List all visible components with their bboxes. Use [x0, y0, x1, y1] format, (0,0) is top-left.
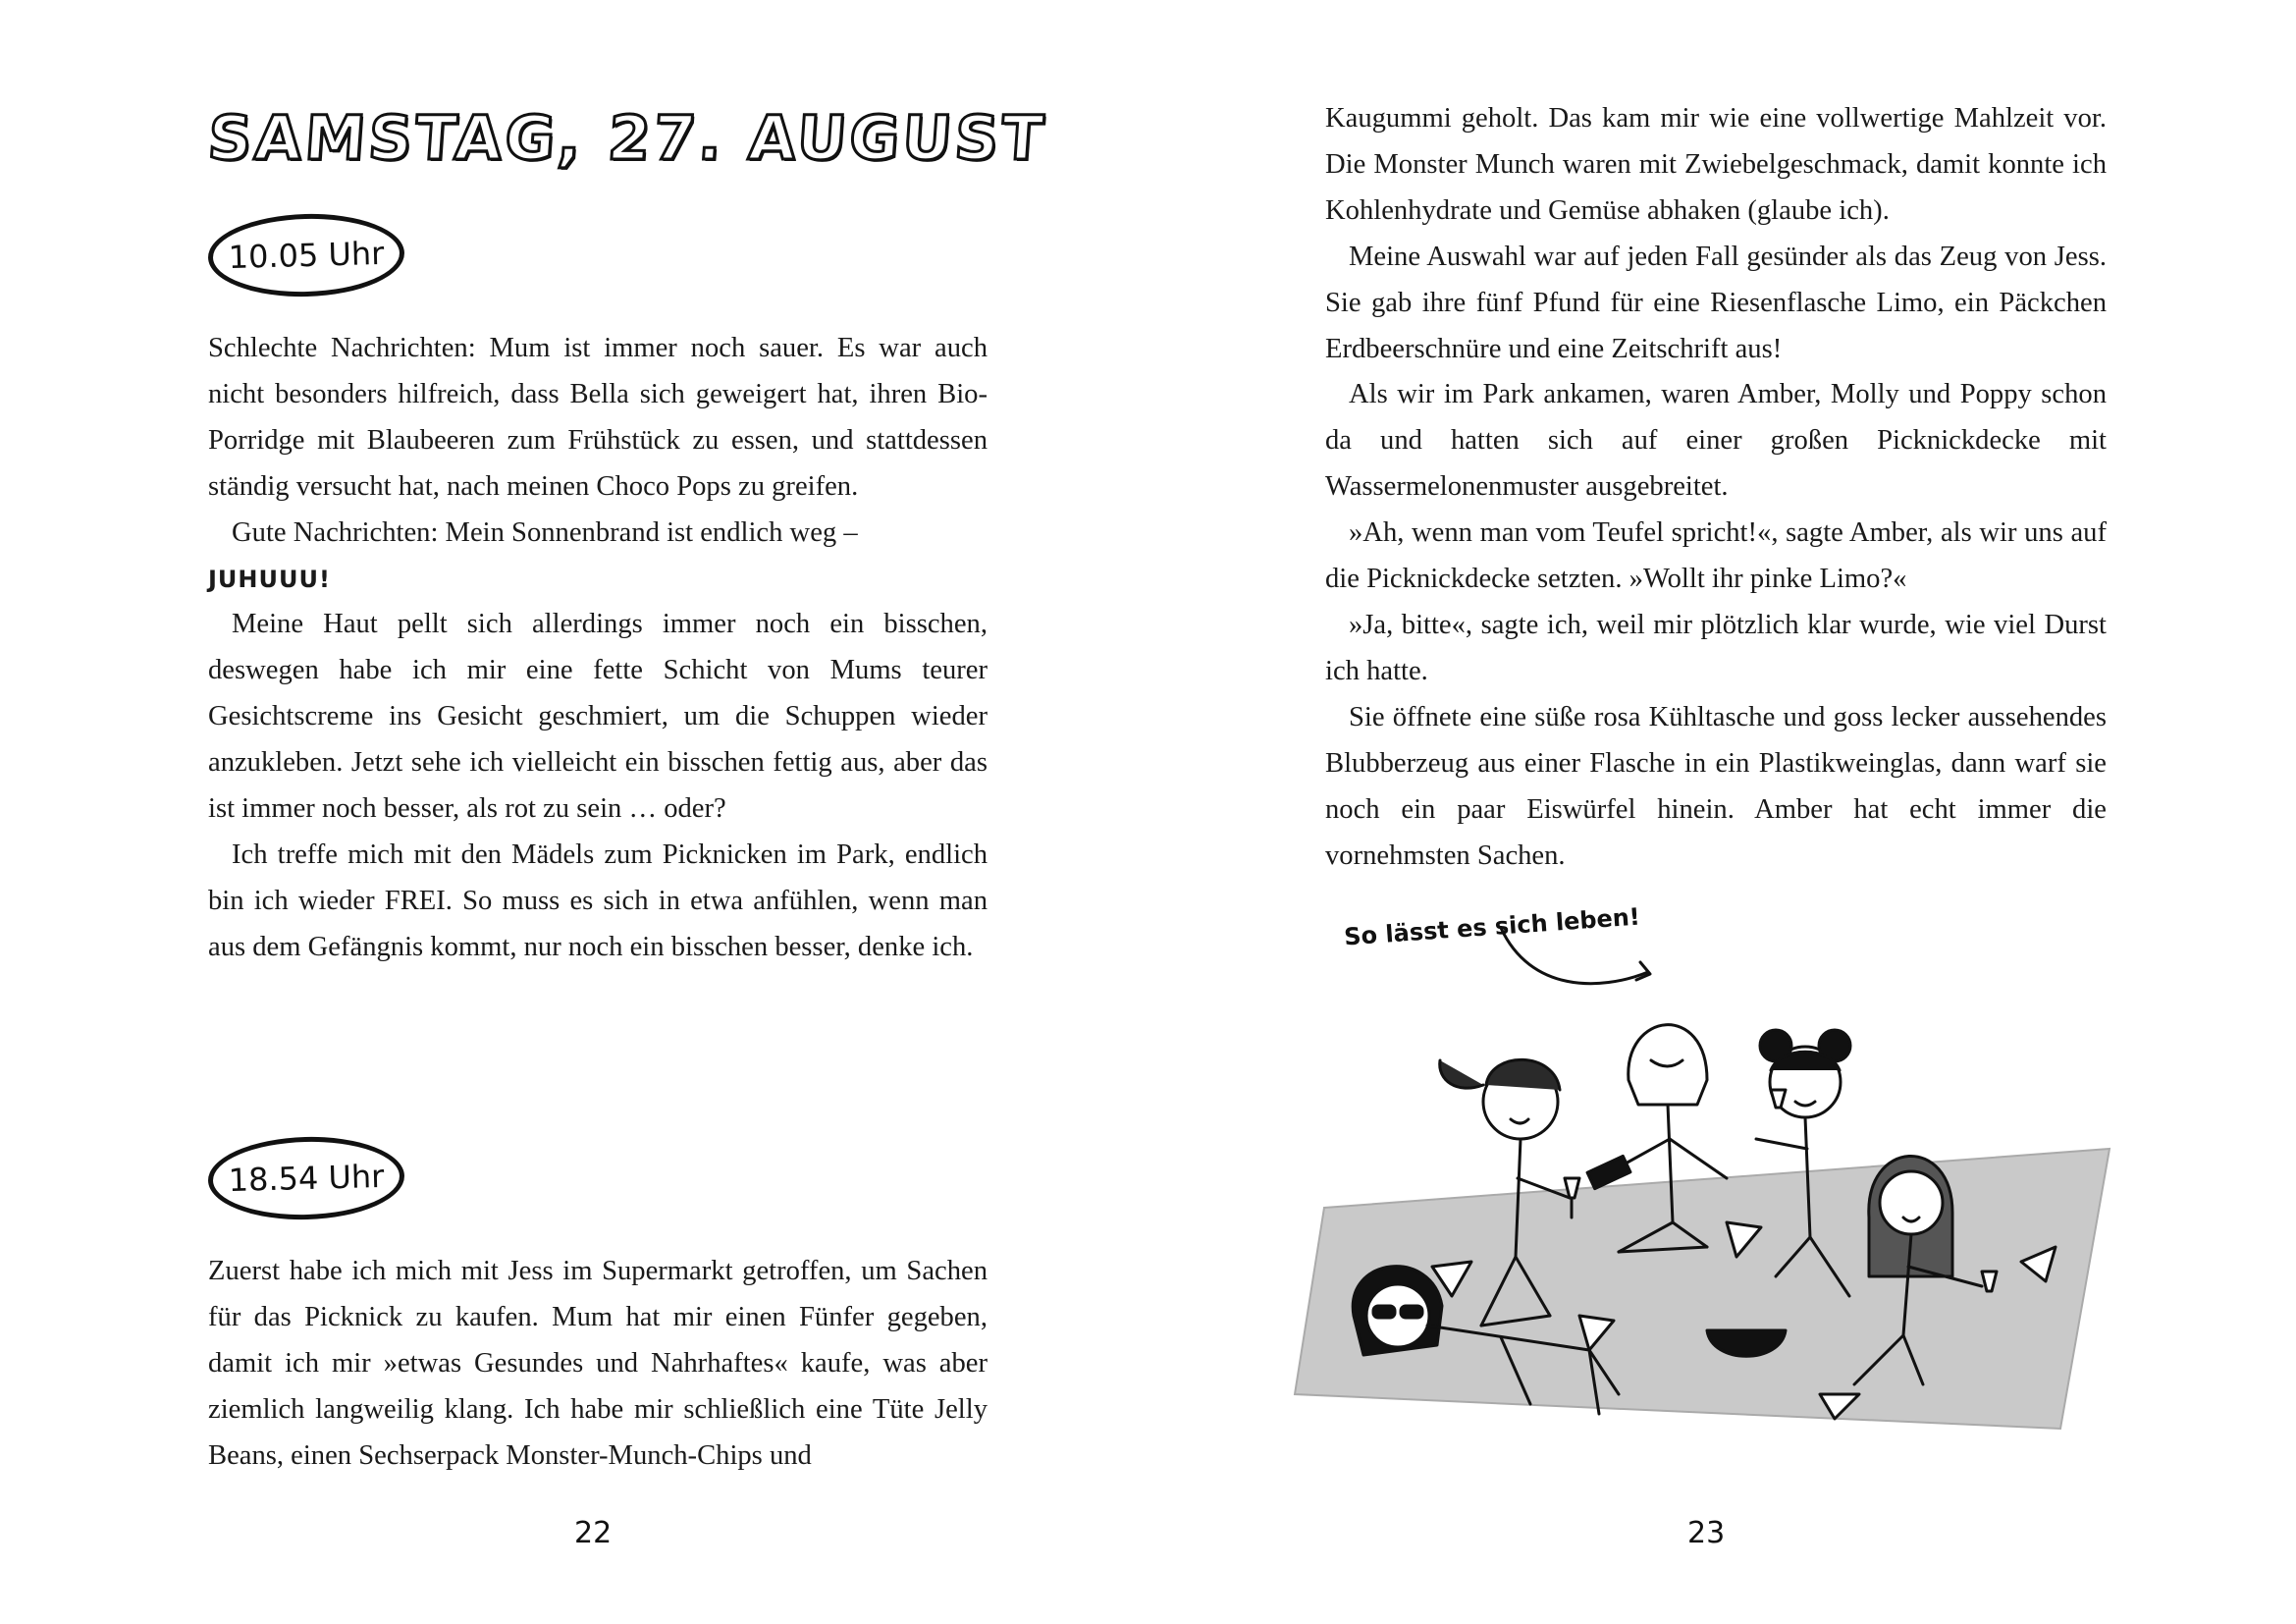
diary-entry-morning — [208, 326, 988, 971]
picnic-illustration — [1275, 884, 2119, 1434]
right-page — [1148, 0, 2296, 1624]
diary-entry-continued — [1325, 96, 2107, 879]
paragraph: Sie öffnete eine süße rosa Kühltasche und goss lecker aussehendes Blubberzeug aus einer Flasche in ein Plastikweinglas, dann warf sie noch ein paar Eiswürfel hinein. Amber hat echt immer die vornehmsten Sachen. — [1325, 701, 2107, 871]
paragraph: »Ja, bitte«, sagte ich, weil mir plötzlich klar wurde, wie viel Durst ich hatte. — [1325, 609, 2107, 686]
paragraph-text: Gute Nachrichten: Mein Sonnenbrand ist endlich weg – — [232, 516, 858, 548]
paragraph: Kaugummi geholt. Das kam mir wie eine vollwertige Mahlzeit vor. Die Monster Munch waren mit Zwiebelgeschmack, damit konnte ich Kohlenhydrate und Gemüse abhaken (glaube ich). — [1325, 103, 2107, 226]
paragraph: Als wir im Park ankamen, waren Amber, Molly und Poppy schon da und hatten sich auf einer großen Picknickdecke mit Wassermelonenmuster ausgebreitet. — [1325, 379, 2107, 503]
illustration-caption: So lässt es sich leben! — [1343, 902, 1641, 951]
time-label: 10.05 Uhr — [228, 234, 385, 277]
paragraph: Schlechte Nachrichten: Mum ist immer noch sauer. Es war auch nicht besonders hilfreich, dass Bella sich geweigert hat, ihren Bio-Porridge mit Blaubeeren zum Frühstück zu essen, und stattdessen ständig versucht hat, nach meinen Choco Pops zu greifen. — [208, 333, 988, 502]
paragraph: Meine Haut pellt sich allerdings immer noch ein bisschen, deswegen habe ich mir eine fette Schicht von Mums teurer Gesichtscreme ins Gesicht geschmiert, um die Schuppen wieder anzukleben. Jetzt sehe ich vielleicht ein bisschen fettig aus, aber das ist immer noch besser, als rot zu sein … oder? — [208, 609, 988, 825]
page-number: 22 — [574, 1516, 613, 1550]
paragraph: Zuerst habe ich mich mit Jess im Supermarkt getroffen, um Sachen für das Picknick zu kaufen. Mum hat mir einen Fünfer gegeben, damit ich mir »etwas Gesundes und Nahrhaftes« kaufe, was aber ziemlich langweilig klang. Ich habe mir schließlich eine Tüte Jelly Beans, einen Sechserpack Monster-Munch-Chips und — [208, 1256, 988, 1471]
time-label: 18.54 Uhr — [228, 1157, 385, 1200]
paragraph: »Ah, wenn man vom Teufel spricht!«, sagte Amber, als wir uns auf die Picknickdecke setzten. »Wollt ihr pinke Limo?« — [1325, 517, 2107, 595]
paragraph: Ich treffe mich mit den Mädels zum Picknicken im Park, endlich bin ich wieder FREI. So muss es sich in etwa anfühlen, wenn man aus dem Gefängnis kommt, nur noch ein bisschen besser, denke ich. — [208, 839, 988, 962]
diary-entry-evening — [208, 1249, 988, 1480]
time-bubble-evening — [207, 1134, 405, 1221]
paragraph — [208, 511, 988, 603]
paragraph: Meine Auswahl war auf jeden Fall gesünder als das Zeug von Jess. Sie gab ihre fünf Pfund für eine Riesenflasche Limo, ein Päckchen Erdbeerschnüre und eine Zeitschrift aus! — [1325, 241, 2107, 364]
time-bubble-morning — [207, 211, 405, 298]
diary-date-heading: SAMSTAG, 27. AUGUST — [205, 102, 1049, 174]
shout-text: JUHUUU! — [208, 565, 331, 593]
page-number: 23 — [1687, 1516, 1726, 1550]
